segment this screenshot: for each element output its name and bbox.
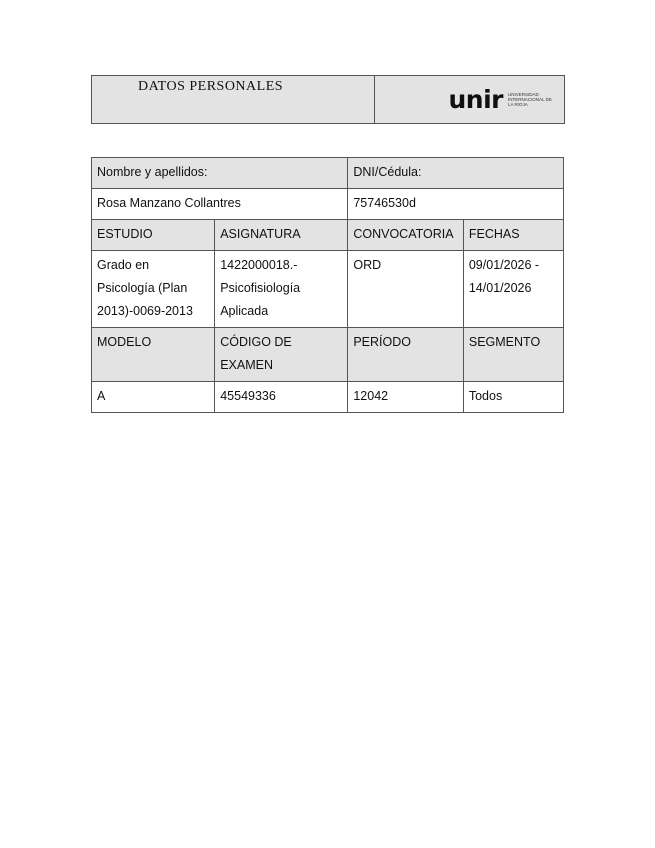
- codigo-value: 45549336: [215, 382, 348, 413]
- logo-wordmark: unir: [448, 85, 503, 114]
- table-row: [92, 220, 564, 251]
- table-row: [92, 382, 564, 413]
- periodo-value: 12042: [348, 382, 464, 413]
- name-label: Nombre y apellidos:: [92, 158, 348, 189]
- periodo-header: PERÍODO: [348, 328, 464, 382]
- convocatoria-value: ORD: [348, 251, 464, 328]
- header-table: [91, 75, 565, 124]
- modelo-header: MODELO: [92, 328, 215, 382]
- logo-cell: [375, 76, 565, 124]
- segmento-value: Todos: [463, 382, 563, 413]
- unir-logo: [375, 76, 564, 123]
- convocatoria-header: CONVOCATORIA: [348, 220, 464, 251]
- header-title: DATOS PERSONALES: [138, 79, 284, 94]
- segmento-header: SEGMENTO: [463, 328, 563, 382]
- exam-data-table: [91, 157, 564, 413]
- id-value: 75746530d: [348, 189, 564, 220]
- table-row: [92, 328, 564, 382]
- estudio-header: ESTUDIO: [92, 220, 215, 251]
- estudio-value: Grado en Psicología (Plan 2013)-0069-2013: [92, 251, 215, 328]
- logo-tagline: UNIVERSIDAD INTERNACIONAL DE LA RIOJA: [508, 92, 552, 107]
- codigo-header: CÓDIGO DE EXAMEN: [215, 328, 348, 382]
- table-row: [92, 189, 564, 220]
- asignatura-value: 1422000018.- Psicofisiología Aplicada: [215, 251, 348, 328]
- name-value: Rosa Manzano Collantres: [92, 189, 348, 220]
- id-label: DNI/Cédula:: [348, 158, 564, 189]
- table-row: [92, 158, 564, 189]
- fechas-header: FECHAS: [463, 220, 563, 251]
- modelo-value: A: [92, 382, 215, 413]
- fechas-value: 09/01/2026 - 14/01/2026: [463, 251, 563, 328]
- table-row: [92, 251, 564, 328]
- header-title-cell: [92, 76, 375, 124]
- asignatura-header: ASIGNATURA: [215, 220, 348, 251]
